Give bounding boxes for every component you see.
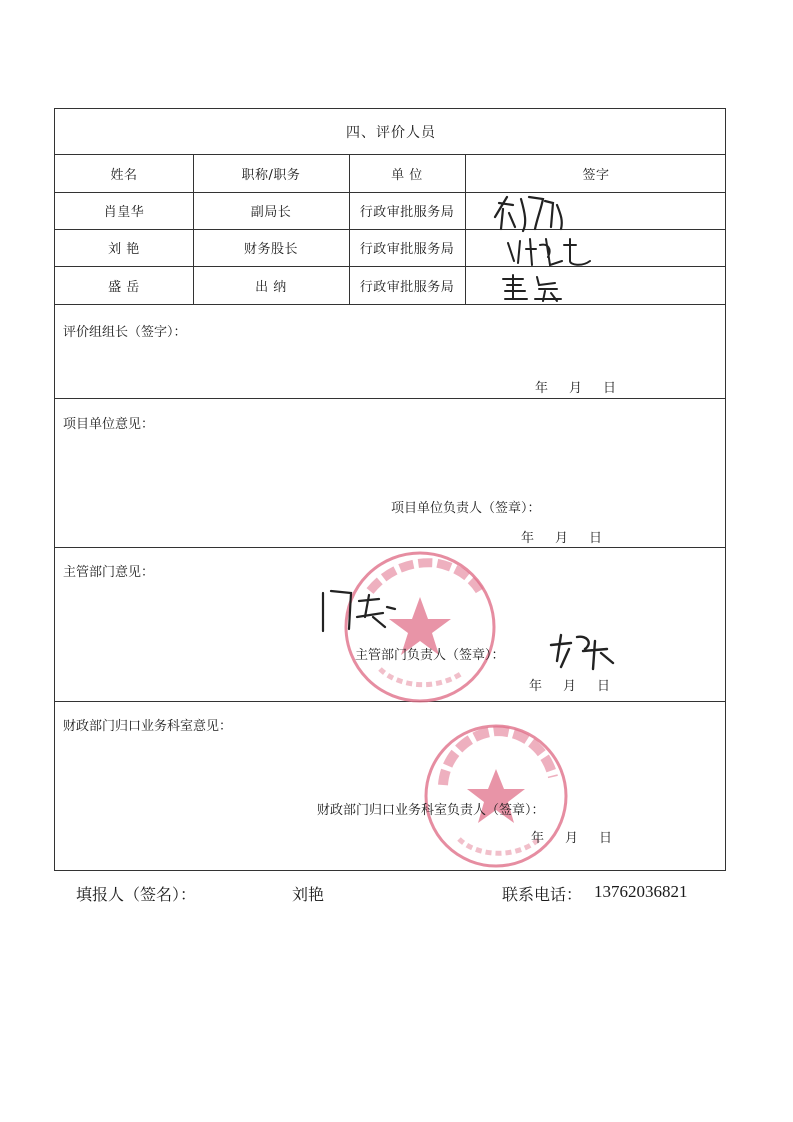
table-row-name: 盛 岳 bbox=[108, 279, 140, 295]
phone-number: 13762036821 bbox=[594, 882, 688, 901]
finance-opinion-label: 财政部门归口业务科室意见： bbox=[63, 719, 233, 734]
project-unit-opinion-label: 项目单位意见： bbox=[63, 417, 155, 432]
date-day: 日 bbox=[597, 679, 611, 694]
date-day: 日 bbox=[599, 831, 613, 846]
date-year: 年 bbox=[531, 831, 545, 846]
date-month: 月 bbox=[565, 831, 579, 846]
divider bbox=[55, 398, 725, 399]
competent-dept-responsible-label: 主管部门负责人（签章）： bbox=[355, 648, 505, 663]
header-signature: 签字 bbox=[582, 167, 610, 183]
handwritten-signature-1 bbox=[485, 179, 595, 239]
evaluation-form-table bbox=[54, 108, 726, 871]
date-day: 日 bbox=[603, 381, 617, 396]
date-month: 月 bbox=[569, 381, 583, 396]
header-unit: 单 位 bbox=[391, 167, 423, 183]
table-row-name: 肖皇华 bbox=[103, 205, 145, 220]
date-year: 年 bbox=[535, 381, 549, 396]
date-year: 年 bbox=[521, 531, 535, 546]
header-name: 姓名 bbox=[110, 167, 138, 183]
section-title: 四、评价人员 bbox=[346, 124, 436, 141]
competent-dept-opinion-label: 主管部门意见： bbox=[63, 565, 155, 580]
date-month: 月 bbox=[563, 679, 577, 694]
handwritten-signature-2 bbox=[500, 231, 620, 271]
date-year: 年 bbox=[529, 679, 543, 694]
handwritten-signature-dept-head bbox=[543, 627, 623, 671]
leader-signature-label: 评价组组长（签字）： bbox=[63, 325, 187, 340]
finance-responsible-label: 财政部门归口业务科室负责人（签章）： bbox=[317, 803, 545, 818]
table-row-unit: 行政审批服务局 bbox=[359, 279, 455, 295]
date-month: 月 bbox=[555, 531, 569, 546]
divider bbox=[55, 304, 725, 305]
table-row-title: 副局长 bbox=[250, 205, 292, 220]
handwritten-signature-3 bbox=[495, 269, 595, 305]
table-row-title: 出 纳 bbox=[255, 279, 287, 295]
handwritten-signature-dept bbox=[313, 587, 413, 637]
finance-bureau-seal-stamp bbox=[421, 721, 571, 871]
header-title: 职称/职务 bbox=[241, 167, 301, 183]
phone-label: 联系电话： bbox=[502, 885, 583, 904]
table-row-unit: 行政审批服务局 bbox=[359, 242, 455, 257]
table-row-unit: 行政审批服务局 bbox=[359, 205, 455, 220]
date-day: 日 bbox=[589, 531, 603, 546]
project-unit-responsible-label: 项目单位负责人（签章）： bbox=[391, 501, 541, 516]
filler-label: 填报人（签名）： bbox=[76, 885, 197, 904]
table-row-title: 财务股长 bbox=[243, 242, 298, 257]
filler-name: 刘艳 bbox=[292, 885, 325, 904]
table-row-name: 刘 艳 bbox=[108, 242, 140, 257]
